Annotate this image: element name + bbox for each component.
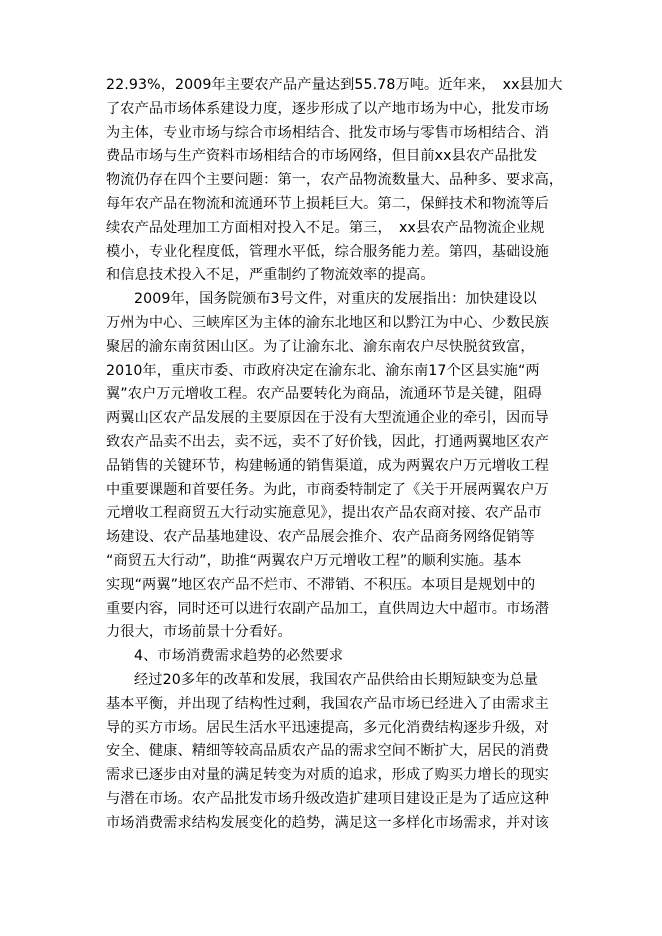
- text-line: 实现“两翼”地区农产品不烂市、不滞销、不积压。本项目是规划中的: [106, 576, 536, 593]
- text-line: 需求已逐步由对量的满足转变为对质的追求，形成了购买力增长的现实: [106, 767, 549, 784]
- paragraph-logistics-problems: [106, 74, 594, 288]
- text-line: 聚居的渝东南贫困山区。为了让渝东北、渝东南农户尽快脱贫致富，: [106, 338, 535, 355]
- text-line: 每年农产品在物流和流通环节上损耗巨大。第二，保鲜技术和物流等后: [106, 195, 549, 212]
- text-line: 费品市场与生产资料市场相结合的市场网络，但目前xx县农产品批发: [106, 148, 538, 165]
- section-heading: 4、市场消费需求趋势的必然要求: [134, 648, 344, 665]
- text-line: 基本平衡，并出现了结构性过剩，我国农产品市场已经进入了由需求主: [106, 695, 549, 712]
- text-line: 与潜在市场。农产品批发市场升级改造扩建项目建设正是为了适应这种: [106, 790, 549, 807]
- text-line: 物流仍存在四个主要问题：第一，农产品物流数量大、品种多、要求高，: [106, 172, 564, 189]
- text-line: 经过20多年的改革和发展，我国农产品供给由长期短缺变为总量: [134, 671, 539, 688]
- text-line: 和信息技术投入不足，严重制约了物流效率的提高。: [106, 267, 435, 284]
- text-line: 导的买方市场。居民生活水平迅速提高，多元化消费结构逐步升级，对: [106, 719, 549, 736]
- text-line: 2010年，重庆市委、市政府决定在渝东北、渝东南17个区县实施“两: [106, 362, 540, 379]
- paragraph-state-council-document: [106, 288, 594, 645]
- text-line: 了农产品市场体系建设力度，逐步形成了以产地市场为中心，批发市场: [106, 100, 549, 117]
- text-line: “商贸五大行动”，助推“两翼农户万元增收工程”的顺利实施。基本: [106, 552, 522, 569]
- document-page: [106, 74, 594, 836]
- text-line: 续农产品处理加工方面相对投入不足。第三， xx县农产品物流企业规: [106, 219, 545, 236]
- text-line: 22.93%，2009年主要农产品产量达到55.78万吨。近年来， xx县加大: [106, 77, 563, 93]
- text-line: 模小，专业化程度低，管理水平低，综合服务能力差。第四，基础设施: [106, 243, 549, 260]
- text-line: 万州为中心、三峡库区为主体的渝东北地区和以黔江为中心、少数民族: [106, 314, 549, 331]
- text-line: 力很大，市场前景十分看好。: [106, 624, 292, 641]
- text-line: 场建设、农产品基地建设、农产品展会推介、农产品商务网络促销等: [106, 529, 535, 546]
- text-line: 安全、健康、精细等较高品质农产品的需求空间不断扩大，居民的消费: [106, 743, 549, 760]
- text-line: 翼”农户万元增收工程。农产品要转化为商品，流通环节是关键，阻碍: [106, 386, 543, 403]
- text-line: 元增收工程商贸五大行动实施意见》，提出农产品农商对接、农产品市: [106, 505, 542, 522]
- text-line: 为主体，专业市场与综合市场相结合、批发市场与零售市场相结合、消: [106, 124, 549, 141]
- text-line: 致农产品卖不出去，卖不远，卖不了好价钱，因此，打通两翼地区农产: [106, 433, 549, 450]
- text-line: 中重要课题和首要任务。为此，市商委特制定了《关于开展两翼农户万: [106, 481, 549, 498]
- paragraph-consumer-demand: [106, 669, 594, 836]
- text-line: 重要内容，同时还可以进行农副产品加工，直供周边大中超市。市场潜: [106, 600, 549, 617]
- text-line: 品销售的关键环节，构建畅通的销售渠道，成为两翼农户万元增收工程: [106, 457, 549, 474]
- text-line: 市场消费需求结构发展变化的趋势，满足这一多样化市场需求，并对该: [106, 814, 549, 831]
- text-line: 两翼山区农产品发展的主要原因在于没有大型流通企业的牵引，因而导: [106, 410, 549, 427]
- text-line: 2009年，国务院颁布3号文件，对重庆的发展指出：加快建设以: [134, 291, 537, 308]
